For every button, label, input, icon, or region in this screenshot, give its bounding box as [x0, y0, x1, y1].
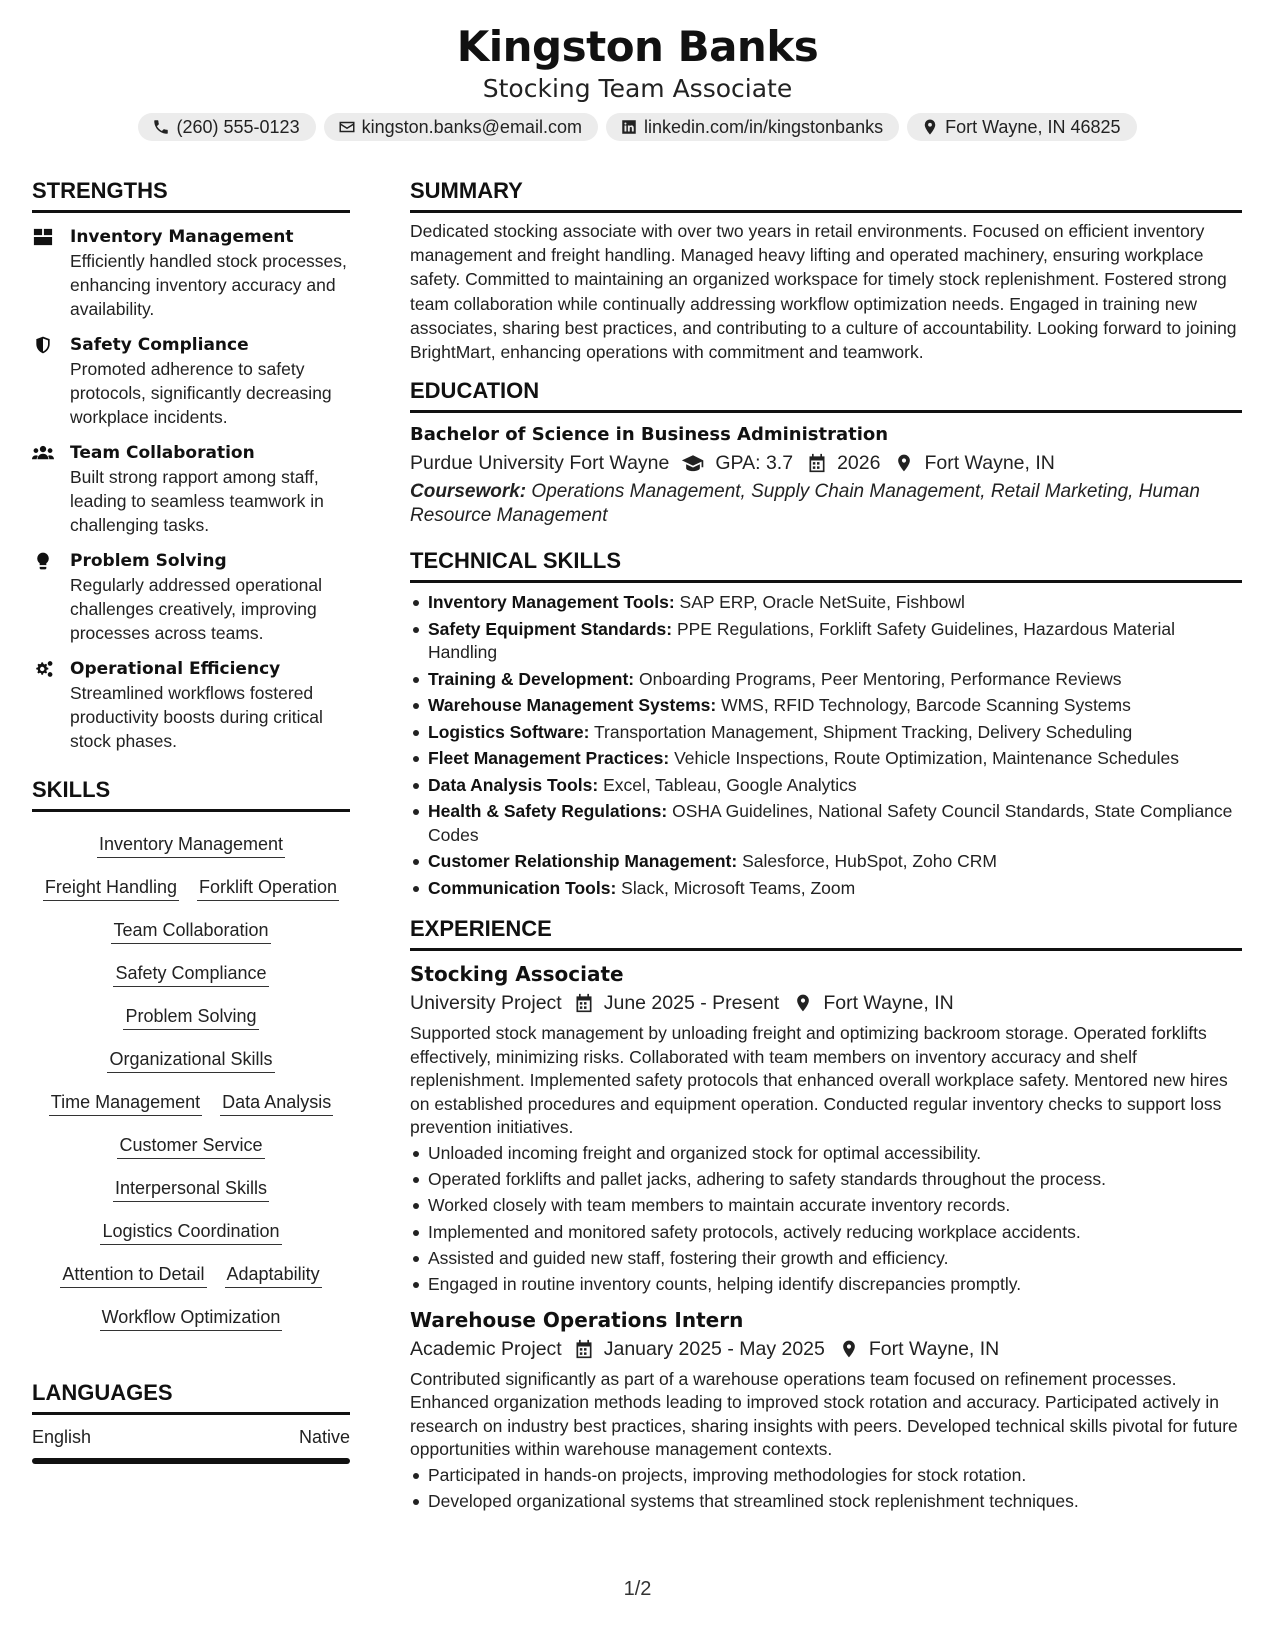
job-bullet: Operated forklifts and pallet jacks, adhering to safety standards throughout the process.	[410, 1168, 1242, 1192]
education-heading: EDUCATION	[410, 378, 1242, 413]
map-pin-icon	[894, 453, 914, 473]
technical-skill-label: Communication Tools:	[428, 877, 617, 898]
language-row	[32, 1427, 350, 1448]
strength-desc: Built strong rapport among staff, leading to seamless teamwork in challenging tasks.	[70, 467, 324, 535]
strength-title: Safety Compliance	[70, 335, 249, 355]
experience-item	[410, 960, 1242, 1296]
experience-heading: EXPERIENCE	[410, 916, 1242, 951]
strength-item	[32, 657, 350, 753]
skill-tag: Team Collaboration	[111, 917, 270, 944]
graduation-cap-icon	[681, 453, 705, 473]
job-bullets	[410, 1464, 1242, 1514]
language-level: Native	[298, 1427, 350, 1447]
job-title: Warehouse Operations Intern	[410, 1307, 744, 1332]
job-bullet: Implemented and monitored safety protocols, actively reducing workplace accidents.	[410, 1221, 1242, 1245]
page-number: 1/2	[623, 1578, 652, 1600]
strength-title: Operational Efficiency	[70, 659, 281, 679]
phone-icon	[152, 118, 170, 136]
skill-tag: Attention to Detail	[60, 1261, 206, 1288]
technical-skill-value: Salesforce, HubSpot, Zoho CRM	[742, 851, 997, 872]
technical-skill-item	[410, 694, 1242, 718]
strength-title: Inventory Management	[70, 227, 294, 247]
technical-skill-value: Excel, Tableau, Google Analytics	[603, 774, 857, 795]
technical-skill-label: Inventory Management Tools:	[428, 592, 675, 613]
technical-skill-item	[410, 877, 1242, 901]
language-proficiency-bar	[32, 1458, 350, 1464]
strength-item	[32, 549, 350, 645]
job-meta	[410, 1334, 1242, 1364]
technical-skill-value: Onboarding Programs, Peer Mentoring, Performance Reviews	[639, 668, 1122, 689]
job-organization: University Project	[410, 992, 562, 1015]
technical-skill-label: Warehouse Management Systems:	[428, 695, 717, 716]
strength-desc: Promoted adherence to safety protocols, significantly decreasing workplace incidents.	[70, 359, 332, 427]
technical-skill-label: Logistics Software:	[428, 721, 590, 742]
education-school: Purdue University Fort Wayne	[410, 452, 670, 475]
technical-skill-value: Slack, Microsoft Teams, Zoom	[621, 877, 856, 898]
shield-icon	[32, 335, 54, 355]
users-icon	[32, 443, 54, 463]
skill-tag: Data Analysis	[220, 1089, 333, 1116]
job-bullet: Assisted and guided new staff, fostering their growth and efficiency.	[410, 1247, 1242, 1271]
skill-tag: Problem Solving	[123, 1003, 258, 1030]
map-pin-icon	[839, 1339, 859, 1359]
calendar-icon	[574, 993, 594, 1013]
job-bullet: Unloaded incoming freight and organized stock for optimal accessibility.	[410, 1142, 1242, 1166]
candidate-name: Kingston Banks	[456, 22, 819, 71]
experience-item	[410, 1306, 1242, 1514]
technical-skill-label: Training & Development:	[428, 668, 635, 689]
job-bullet: Developed organizational systems that streamlined stock replenishment techniques.	[410, 1490, 1242, 1514]
map-pin-icon	[793, 993, 813, 1013]
job-dates: June 2025 - Present	[603, 992, 780, 1015]
contact-location	[907, 113, 1136, 141]
job-bullet: Participated in hands-on projects, improving methodologies for stock rotation.	[410, 1464, 1242, 1488]
job-bullet: Engaged in routine inventory counts, helping identify discrepancies promptly.	[410, 1273, 1242, 1297]
calendar-icon	[574, 1339, 594, 1359]
left-column	[32, 178, 350, 1464]
strength-desc: Streamlined workflows fostered productivity boosts during critical stock phases.	[70, 683, 323, 751]
experience-list	[410, 960, 1242, 1513]
job-bullets	[410, 1142, 1242, 1297]
technical-skill-value: Vehicle Inspections, Route Optimization, Maintenance Schedules	[674, 748, 1179, 769]
technical-skill-item	[410, 850, 1242, 874]
box-icon	[32, 227, 54, 247]
skill-tag: Organizational Skills	[107, 1046, 274, 1073]
skill-tag: Adaptability	[225, 1261, 322, 1288]
strengths-heading: STRENGTHS	[32, 178, 350, 213]
coursework-list: Operations Management, Supply Chain Management, Retail Marketing, Human Resource Management	[410, 481, 1200, 527]
education-year: 2026	[837, 452, 881, 475]
calendar-icon	[807, 453, 827, 473]
education-degree: Bachelor of Science in Business Administration	[410, 424, 889, 446]
summary-heading: SUMMARY	[410, 178, 1242, 213]
education-location: Fort Wayne, IN	[924, 452, 1055, 475]
technical-skill-value: OSHA Guidelines, National Safety Council Standards, State Compliance Codes	[428, 801, 1233, 845]
technical-skill-item	[410, 618, 1242, 665]
lightbulb-icon	[32, 551, 54, 571]
job-location: Fort Wayne, IN	[823, 992, 954, 1015]
strength-item	[32, 441, 350, 537]
strength-title: Problem Solving	[70, 551, 227, 571]
job-dates: January 2025 - May 2025	[603, 1337, 825, 1360]
coursework-label: Coursework:	[410, 481, 527, 503]
strength-item	[32, 225, 350, 321]
skill-tag: Forklift Operation	[197, 874, 339, 901]
envelope-icon	[338, 118, 356, 136]
contact-email[interactable]	[324, 113, 598, 141]
skill-tag: Time Management	[49, 1089, 202, 1116]
education-gpa: GPA: 3.7	[715, 452, 794, 475]
languages-heading: LANGUAGES	[32, 1380, 350, 1415]
strength-desc: Efficiently handled stock processes, enhancing inventory accuracy and availability.	[70, 251, 347, 319]
strength-title: Team Collaboration	[70, 443, 255, 463]
technical-skill-label: Customer Relationship Management:	[428, 851, 738, 872]
skills-tag-cloud	[32, 818, 350, 1334]
job-bullet: Worked closely with team members to maintain accurate inventory records.	[410, 1194, 1242, 1218]
job-title: Stocking Associate	[410, 962, 624, 987]
map-pin-icon	[921, 118, 939, 136]
contact-location-text: Fort Wayne, IN 46825	[945, 116, 1121, 137]
summary-text: Dedicated stocking associate with over two years in retail environments. Focused on efficient inventory management and freight handling. Managed heavy lifting and operated machinery, ensuring workplace safety. Committed to maintaining an organized workspace for timely stock replenishment. Fostered strong team collaboration while continually addressing workflow optimization needs. Engaged in training new associates, sharing best practices, and contributing to a culture of accountability. Looking forward to joining BrightMart, enhancing operations with commitment and teamwork.	[410, 221, 1237, 363]
technical-skill-value: WMS, RFID Technology, Barcode Scanning Systems	[721, 695, 1131, 716]
technical-skill-item	[410, 774, 1242, 798]
linkedin-icon	[620, 118, 638, 136]
skill-tag: Customer Service	[117, 1132, 264, 1159]
contact-phone-text: (260) 555-0123	[176, 116, 300, 137]
education-meta	[410, 448, 1242, 478]
right-column	[410, 178, 1242, 1516]
contact-bar	[0, 113, 1275, 141]
technical-skill-item	[410, 668, 1242, 692]
technical-skill-item	[410, 800, 1242, 847]
job-meta	[410, 988, 1242, 1018]
technical-skill-value: Transportation Management, Shipment Tracking, Delivery Scheduling	[593, 721, 1133, 742]
technical-skill-item	[410, 591, 1242, 615]
job-organization: Academic Project	[410, 1337, 562, 1360]
technical-skill-item	[410, 747, 1242, 771]
contact-linkedin-text: linkedin.com/in/kingstonbanks	[643, 116, 884, 137]
technical-skill-label: Fleet Management Practices:	[428, 748, 670, 769]
skill-tag: Logistics Coordination	[100, 1218, 281, 1245]
job-description: Supported stock management by unloading freight and optimizing backroom storage. Operated forklifts effectively, minimizing risks. Collaborated with team members on inventory accuracy and shelf replenishment. Implemented safety protocols that enhanced overall workplace safety. Mentored new hires on established procedures and equipment operation. Conducted regular inventory checks to support loss prevention initiatives.	[410, 1023, 1228, 1138]
skill-tag: Freight Handling	[43, 874, 179, 901]
skill-tag: Safety Compliance	[113, 960, 268, 987]
strength-desc: Regularly addressed operational challenges creatively, improving processes across teams.	[70, 575, 322, 643]
technical-skill-item	[410, 721, 1242, 745]
technical-skill-value: PPE Regulations, Forklift Safety Guidelines, Hazardous Material Handling	[428, 618, 1175, 663]
technical-skills-heading: TECHNICAL SKILLS	[410, 548, 1242, 583]
contact-linkedin[interactable]	[606, 113, 899, 141]
skills-heading: SKILLS	[32, 777, 350, 812]
technical-skill-label: Safety Equipment Standards:	[428, 618, 673, 639]
technical-skill-value: SAP ERP, Oracle NetSuite, Fishbowl	[679, 592, 965, 613]
skill-tag: Workflow Optimization	[100, 1304, 283, 1331]
job-title-headline: Stocking Team Associate	[482, 74, 793, 103]
technical-skill-label: Health & Safety Regulations:	[428, 801, 668, 822]
technical-skill-label: Data Analysis Tools:	[428, 774, 599, 795]
language-name: English	[32, 1427, 92, 1447]
contact-email-text: kingston.banks@email.com	[361, 116, 582, 137]
skill-tag: Interpersonal Skills	[113, 1175, 269, 1202]
strength-item	[32, 333, 350, 429]
job-description: Contributed significantly as part of a warehouse operations team focused on refinement processes. Enhanced organization methods leading to improved stock rotation and accuracy. Participated actively in research on industry best practices, sharing insights with peers. Developed technical skills pivotal for future opportunities within warehouse management contexts.	[410, 1368, 1238, 1460]
job-location: Fort Wayne, IN	[868, 1337, 1000, 1360]
gears-icon	[32, 659, 54, 679]
skill-tag: Inventory Management	[97, 831, 285, 858]
technical-skills-list	[410, 591, 1242, 900]
education-coursework	[410, 480, 1242, 528]
contact-phone[interactable]	[138, 113, 315, 141]
